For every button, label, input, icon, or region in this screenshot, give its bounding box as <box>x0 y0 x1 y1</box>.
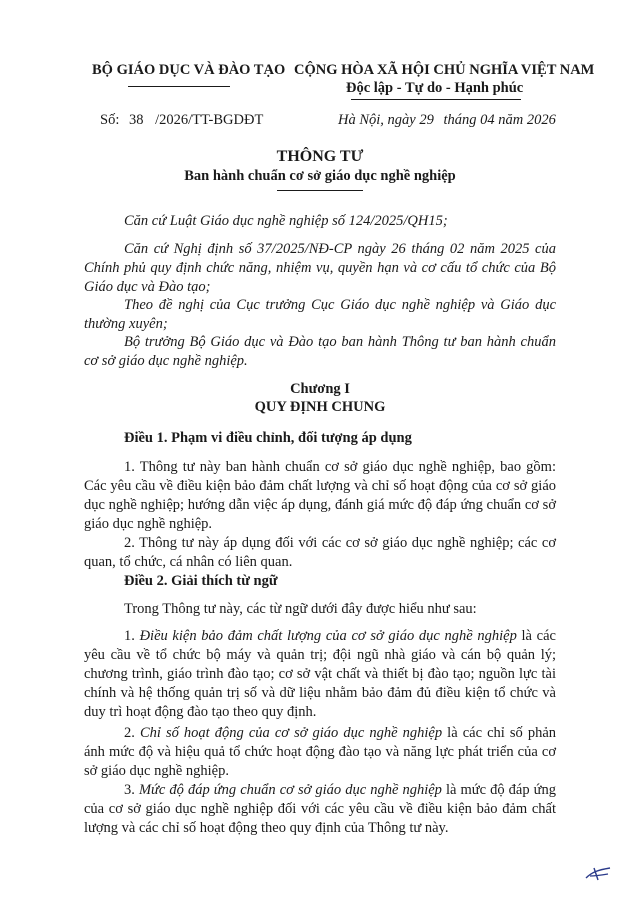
preamble-decree: Căn cứ Nghị định số 37/2025/NĐ-CP ngày 26 tháng 02 năm 2025 của Chính phủ quy định chức năng, nhiệm vụ, quyền hạn và cơ cấu tổ chức của Bộ Giáo dục và Đào tạo; <box>84 241 556 295</box>
preamble-proposal: Theo đề nghị của Cục trưởng Cục Giáo dục nghề nghiệp và Giáo dục thường xuyên; <box>84 297 556 332</box>
preamble-law: Căn cứ Luật Giáo dục nghề nghiệp số 124/2025/QH15; <box>124 213 448 229</box>
article1-heading: Điều 1. Phạm vi điều chỉnh, đối tượng áp dụng <box>124 430 412 446</box>
national-motto: Độc lập - Tự do - Hạnh phúc <box>346 80 524 96</box>
number-suffix: /2026/TT-BGDĐT <box>155 112 264 128</box>
definition2-term: Chỉ số hoạt động của cơ sở giáo dục nghề nghiệp <box>139 725 443 741</box>
definition2-text: là các chỉ số phản ánh mức độ và hiệu quả tổ chức hoạt động đào tạo và năng lực phát triển của cơ sở giáo dục nghề nghiệp. <box>84 725 557 779</box>
article2-definition1 <box>84 627 556 722</box>
article2-definition3 <box>84 781 556 838</box>
article2-intro: Trong Thông tư này, các từ ngữ dưới đây được hiểu như sau: <box>124 601 477 617</box>
definition1-text: là các yêu cầu về tổ chức bộ máy và quản trị; đội ngũ nhà giáo và cán bộ quản lý; chương trình, giáo trình đào tạo; cơ sở vật chất và thiết bị đào tạo; nguồn lực tài chính và hệ thống quản trị số và dữ liệu nhằm bảo đảm đủ điều kiện tổ chức và duy trì hoạt động đào tạo theo quy định. <box>84 628 556 720</box>
article2-heading: Điều 2. Giải thích từ ngữ <box>124 573 278 589</box>
date-month: 04 <box>480 112 495 128</box>
definition3-term: Mức độ đáp ứng chuẩn cơ sở giáo dục nghề nghiệp <box>138 782 442 798</box>
initial-mark-icon <box>584 864 614 884</box>
document-type: THÔNG TƯ <box>276 148 364 165</box>
place-date <box>338 112 556 129</box>
article2-definition2 <box>84 724 556 781</box>
date-day: 29 <box>419 112 434 128</box>
number-label: Số: <box>100 112 120 128</box>
ministry-name: BỘ GIÁO DỤC VÀ ĐÀO TẠO <box>92 62 286 78</box>
date-month-label: tháng <box>443 112 477 128</box>
article1-clause1: 1. Thông tư này ban hành chuẩn cơ sở giáo dục nghề nghiệp, bao gồm: Các yêu cầu về điều kiện bảo đảm chất lượng và chỉ số hoạt động của cơ sở giáo dục nghề nghiệp; hướng dẫn việc áp dụng, đánh giá mức độ đáp ứng chuẩn cơ sở giáo dục nghề nghiệp. <box>84 459 556 532</box>
definition3-number: 3. <box>124 782 139 798</box>
article1-clause2: 2. Thông tư này áp dụng đối với các cơ sở giáo dục nghề nghiệp; các cơ quan, tổ chức, cá nhân có liên quan. <box>84 535 556 570</box>
definition1-number: 1. <box>124 628 140 644</box>
chapter-title: QUY ĐỊNH CHUNG <box>254 399 386 415</box>
document-number <box>100 112 263 129</box>
number-value: 38 <box>128 112 144 128</box>
definition1-term: Điều kiện bảo đảm chất lượng của cơ sở giáo dục nghề nghiệp <box>139 628 517 644</box>
document-subject: Ban hành chuẩn cơ sở giáo dục nghề nghiệp <box>184 168 456 184</box>
place-date-prefix: Hà Nội, ngày <box>338 112 416 128</box>
country-name: CỘNG HÒA XÃ HỘI CHỦ NGHĨA VIỆT NAM <box>294 62 595 78</box>
subject-underline <box>277 190 363 191</box>
date-year: năm 2026 <box>498 112 556 128</box>
motto-underline <box>351 99 521 100</box>
chapter-label: Chương I <box>290 381 350 397</box>
definition2-number: 2. <box>124 725 140 741</box>
definition3-text: là mức độ đáp ứng của cơ sở giáo dục nghề nghiệp đối với các yêu cầu về điều kiện bảo đảm chất lượng và các chỉ số hoạt động theo quy định của Thông tư này. <box>84 782 557 836</box>
ministry-underline <box>128 86 230 87</box>
preamble-minister: Bộ trưởng Bộ Giáo dục và Đào tạo ban hành Thông tư ban hành chuẩn cơ sở giáo dục nghề nghiệp. <box>84 334 556 369</box>
